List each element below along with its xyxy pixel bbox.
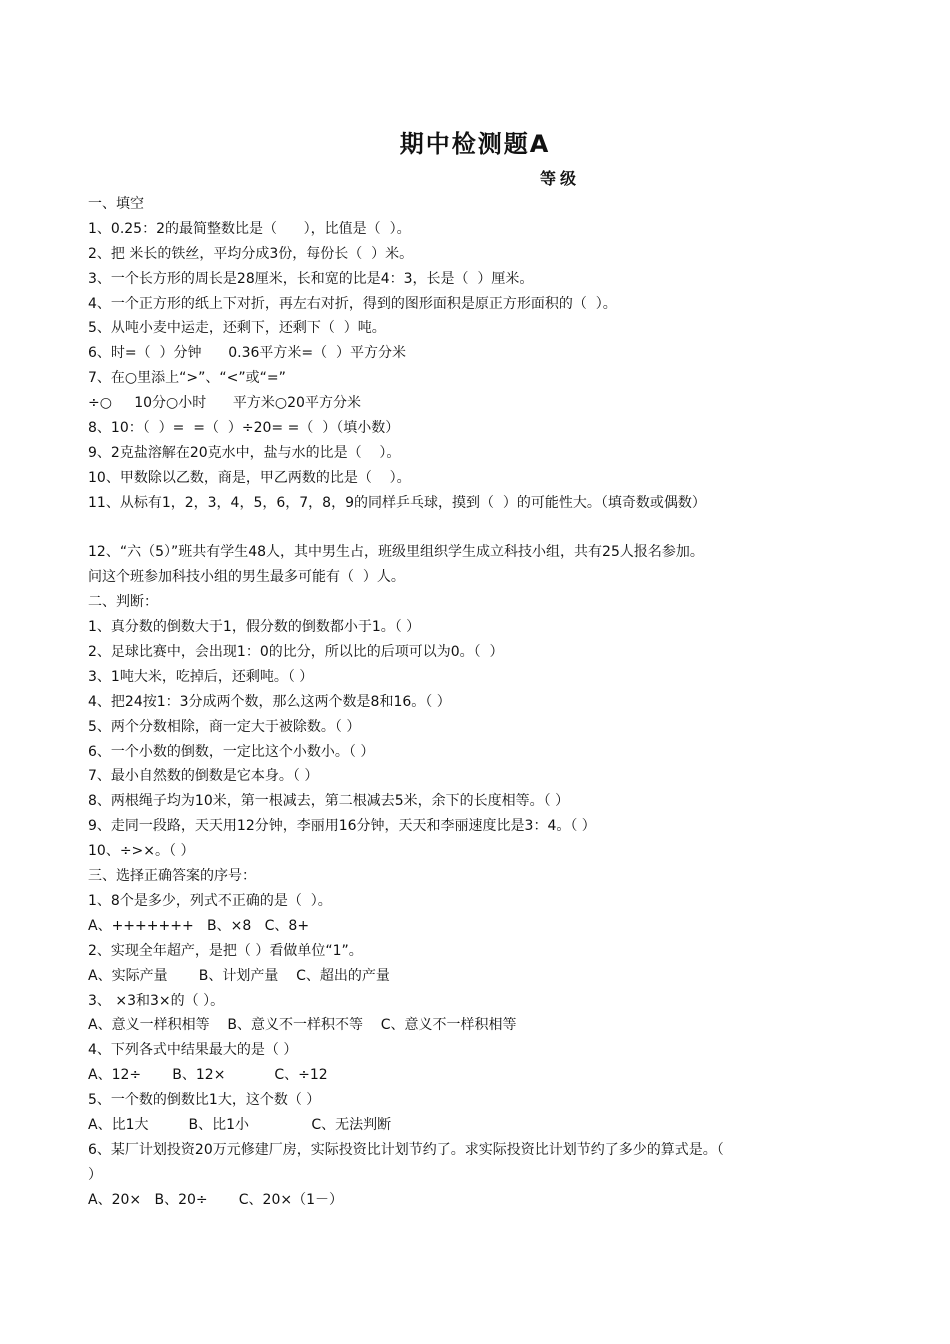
question-line: 9、2克盐溶解在20克水中，盐与水的比是（ ）。 [88,444,401,461]
answer-options: A、12÷ B、12× C、÷12 [88,1067,328,1084]
question-line: 10、÷>×。（ ） [88,843,195,860]
question-line: 6、一个小数的倒数，一定比这个小数小。（ ） [88,743,375,760]
section-heading: 二、判断： [88,594,158,611]
question-line: 8、两根绳子均为10米，第一根减去，第二根减去5米，余下的长度相等。（ ） [88,793,570,810]
question-line: 8、10：（ ）= =（ ）÷20= =（ ）（填小数） [88,420,400,437]
question-line: ） [88,1166,102,1183]
answer-options: A、实际产量 B、计划产量 C、超出的产量 [88,967,390,984]
question-line: 7、在○里添上“>”、“<”或“=” [88,370,286,387]
question-line: 10、甲数除以乙数，商是，甲乙两数的比是（ ）。 [88,469,411,486]
question-line: 5、一个数的倒数比1大，这个数（ ） [88,1092,321,1109]
question-line: 11、从标有1，2，3，4，5，6，7，8，9的同样乒乓球，摸到（ ）的可能性大。（填奇数或偶数） [88,494,706,511]
answer-options: A、比1大 B、比1小 C、无法判断 [88,1116,392,1133]
question-line: 6、某厂计划投资20万元修建厂房，实际投资比计划节约了。求实际投资比计划节约了多少的算式是。（ [88,1141,724,1158]
question-line: 2、足球比赛中，会出现1：0的比分，所以比的后项可以为0。（ ） [88,644,504,661]
question-line: 6、时=（ ）分钟 0.36平方米=（ ）平方分米 [88,345,407,362]
answer-options: A、+++++++ B、×8 C、8+ [88,917,310,934]
answer-options: A、20× B、20÷ C、20×（1－） [88,1191,344,1208]
question-line: 5、两个分数相除，商一定大于被除数。（ ） [88,718,361,735]
answer-options: A、意义一样积相等 B、意义不一样积不等 C、意义不一样积相等 [88,1017,517,1034]
question-line: 4、把24按1：3分成两个数，那么这两个数是8和16。（ ） [88,693,451,710]
section-heading: 一、填空 [88,196,144,212]
page-title: 期中检测题A [399,130,551,158]
section-heading: 三、选择正确答案的序号： [88,868,256,885]
question-line: 3、 ×3和3×的（ ）。 [88,992,225,1009]
spacer [88,516,878,541]
grade-label: 等级 [540,169,581,188]
question-line: 9、走同一段路，天天用12分钟，李丽用16分钟，天天和李丽速度比是3：4。（ ） [88,818,596,835]
question-line: 1、0.25：2的最简整数比是（ ），比值是（ ）。 [88,220,411,237]
question-line: 4、下列各式中结果最大的是（ ） [88,1042,298,1059]
question-line: 7、最小自然数的倒数是它本身。（ ） [88,768,319,785]
question-line: 2、实现全年超产，是把（ ）看做单位“1”。 [88,942,363,959]
question-line: 2、把 米长的铁丝，平均分成3份，每份长（ ）米。 [88,245,414,262]
question-line: 5、从吨小麦中运走，还剩下，还剩下（ ）吨。 [88,320,386,337]
question-line: 3、1吨大米，吃掉后，还剩吨。（ ） [88,668,314,685]
question-line: 问这个班参加科技小组的男生最多可能有（ ）人。 [88,569,405,586]
question-line: 3、一个长方形的周长是28厘米，长和宽的比是4：3，长是（ ）厘米。 [88,270,534,287]
question-line: ÷○ 10分○小时 平方米○20平方分米 [88,395,361,412]
question-line: 1、真分数的倒数大于1，假分数的倒数都小于1。（ ） [88,619,421,636]
document-body [88,192,878,1213]
question-line: 1、8个是多少，列式不正确的是（ ）。 [88,892,332,909]
question-line: 12、“六（5）”班共有学生48人，其中男生占，班级里组织学生成立科技小组，共有25人报名参加。 [88,544,704,561]
question-line: 4、一个正方形的纸上下对折，再左右对折，得到的图形面积是原正方形面积的（ ）。 [88,295,617,312]
